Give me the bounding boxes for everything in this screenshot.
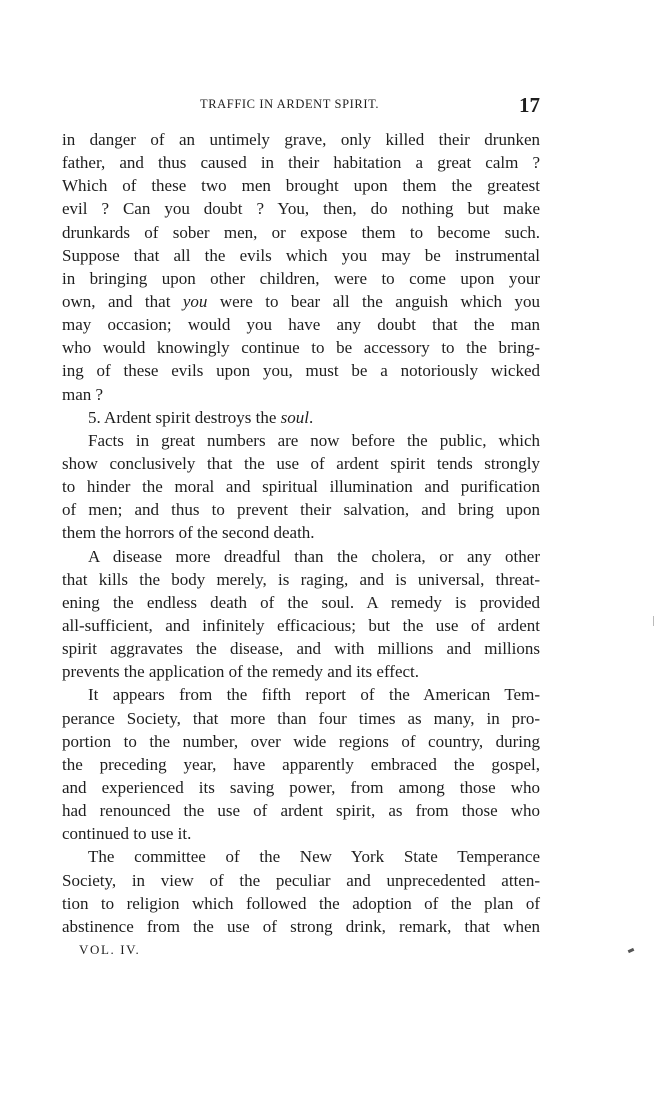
text-line: portion to the number, over wide regions of country, during xyxy=(62,731,540,751)
text-line: The committee of the New York State Temperance xyxy=(88,847,540,867)
text-line: drunkards of sober men, or expose them to become such. xyxy=(62,222,540,242)
text-line: show conclusively that the use of ardent spirit tends strongly xyxy=(62,453,540,473)
text-line: in danger of an untimely grave, only killed their drunken xyxy=(62,130,540,149)
ink-speck xyxy=(653,616,654,626)
text-line: A disease more dreadful than the cholera, or any other xyxy=(88,546,540,566)
text-line: 5. Ardent spirit destroys the soul. xyxy=(88,407,314,427)
text-line: had renounced the use of ardent spirit, as from those who xyxy=(62,801,540,821)
running-title: TRAFFIC IN ARDENT SPIRIT. xyxy=(200,97,380,111)
page-header xyxy=(62,93,540,125)
text-line: continued to use it. xyxy=(62,824,192,844)
text-line: them the horrors of the second death. xyxy=(62,523,315,543)
text-line: abstinence from the use of strong drink, remark, that when xyxy=(62,916,540,936)
text-line: in bringing upon other children, were to come upon your xyxy=(62,268,540,288)
text-line: of men; and thus to prevent their salvation, and bring upon xyxy=(62,500,540,520)
signature-mark: VOL. IV. xyxy=(79,942,141,957)
text-line: to hinder the moral and spiritual illumination and purification xyxy=(62,477,540,497)
text-line: Suppose that all the evils which you may be instrumental xyxy=(62,245,540,265)
text-line: Which of these two men brought upon them the greatest xyxy=(62,176,540,196)
page-number: 17 xyxy=(519,93,540,117)
text-line: prevents the application of the remedy and its effect. xyxy=(62,662,420,682)
emphasis-word: soul xyxy=(280,407,309,427)
text-line: that kills the body merely, is raging, and is universal, threat- xyxy=(62,569,540,589)
text-line: who would knowingly continue to be accessory to the bring- xyxy=(62,338,540,358)
text-line: father, and thus caused in their habitation a great calm ? xyxy=(62,153,540,173)
text-line: man ? xyxy=(62,384,104,404)
text-line: perance Society, that more than four times as many, in pro- xyxy=(62,708,540,728)
body-text xyxy=(62,128,540,938)
text-line: own, and that you were to bear all the anguish which you xyxy=(62,291,540,311)
text-line: It appears from the fifth report of the American Tem- xyxy=(88,685,540,705)
text-line: all-sufficient, and infinitely efficacious; but the use of ardent xyxy=(62,615,540,635)
text-line: Facts in great numbers are now before the public, which xyxy=(88,430,540,450)
text-line: may occasion; would you have any doubt that the man xyxy=(62,315,540,335)
text-line: tion to religion which followed the adoption of the plan of xyxy=(62,893,540,913)
ink-speck xyxy=(628,948,635,953)
text-line: spirit aggravates the disease, and with millions and millions xyxy=(62,639,540,659)
text-line: Society, in view of the peculiar and unprecedented atten- xyxy=(62,870,540,890)
text-line: and experienced its saving power, from among those who xyxy=(62,777,540,797)
text-line: the preceding year, have apparently embraced the gospel, xyxy=(62,754,540,774)
text-line: evil ? Can you doubt ? You, then, do nothing but make xyxy=(62,199,540,219)
text-line: ening the endless death of the soul. A remedy is provided xyxy=(62,592,540,612)
emphasis-word: you xyxy=(182,291,208,311)
text-line: ing of these evils upon you, must be a notoriously wicked xyxy=(62,361,540,381)
